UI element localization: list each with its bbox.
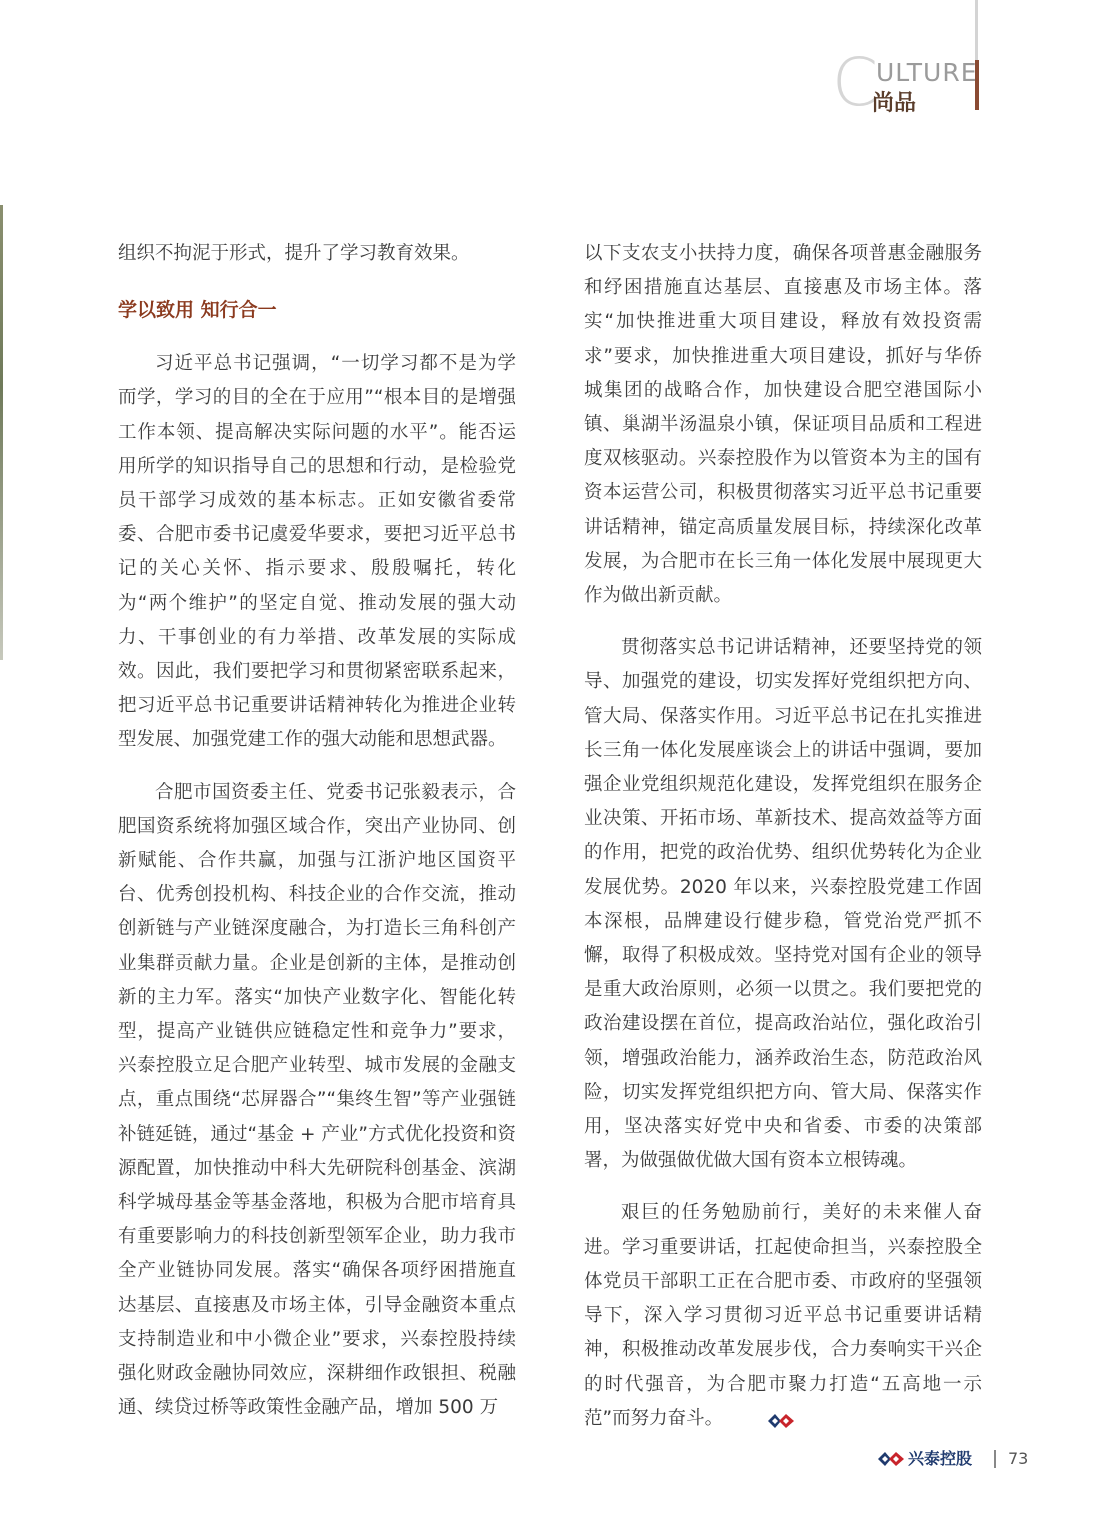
left-column <box>118 237 516 1426</box>
paragraph: 习近平总书记强调，“一切学习都不是为学而学，学习的目的全在于应用”“根本目的是增强工作本领、提高解决实际问题的水平”。能否运用所学的知识指导自己的思想和行动，是检验党员干部学习成效的基本标志。正如安徽省委常委、合肥市委书记虞爱华要求，要把习近平总书记的关心关怀、指示要求、殷殷嘱托，转化为“两个维护”的坚定自觉、推动发展的强大动力、干事创业的有力举措、改革发展的实际成效。因此，我们要把学习和贯彻紧密联系起来，把习近平总书记重要讲话精神转化为推进企业转型发展、加强党建工作的强大动能和思想武器。 <box>118 353 516 751</box>
paragraph: 组织不拘泥于形式，提升了学习教育效果。 <box>118 243 470 264</box>
page-footer <box>876 1446 1076 1476</box>
paragraph: 以下支农支小扶持力度，确保各项普惠金融服务和纾困措施直达基层、直接惠及市场主体。落实“加快推进重大项目建设，释放有效投资需求”要求，加快推进重大项目建设，抓好与华侨城集团的战略合作，加快建设合肥空港国际小镇、巢湖半汤温泉小镇，保证项目品质和工程进度双核驱动。兴泰控股作为以管资本为主的国有资本运营公司，积极贯彻落实习近平总书记重要讲话精神，锚定高质量发展目标，持续深化改革发展，为合肥市在长三角一体化发展中展现更大作为做出新贡献。 <box>584 243 982 607</box>
section-heading: 学以致用 知行合一 <box>118 299 277 322</box>
paragraph: 合肥市国资委主任、党委书记张毅表示，合肥国资系统将加强区域合作，突出产业协同、创新赋能、合作共赢，加强与江浙沪地区国资平台、优秀创投机构、科技企业的合作交流，推动创新链与产业链深度融合，为打造长三角科创产业集群贡献力量。企业是创新的主体，是推动创新的主力军。落实“加快产业数字化、智能化转型，提高产业链供应链稳定性和竞争力”要求，兴泰控股立足合肥产业转型、城市发展的金融支点，重点围绕“芯屏器合”“集终生智”等产业强链补链延链，通过“基金 + 产业”方式优化投资和资源配置，加快推动中科大先研院科创基金、滨湖科学城母基金等基金落地，积极为合肥市培育具有重要影响力的科技创新型领军企业，助力我市全产业链协同发展。落实“确保各项纾困措施直达基层、直接惠及市场主体，引导金融资本重点支持制造业和中小微企业”要求，兴泰控股持续强化财政金融协同效应，深耕细作政银担、税融通、续贷过桥等政策性金融产品，增加 500 万 <box>118 781 516 1419</box>
paragraph: 贯彻落实总书记讲话精神，还要坚持党的领导、加强党的建设，切实发挥好党组织把方向、管大局、保落实作用。习近平总书记在扎实推进长三角一体化发展座谈会上的讲话中强调，要加强企业党组织规范化建设，发挥党组织在服务企业决策、开拓市场、革新技术、提高效益等方面的作用，把党的政治优势、组织优势转化为企业发展优势。2020 年以来，兴泰控股党建工作固本深根，品牌建设行健步稳，管党治党严抓不懈，取得了积极成效。坚持党对国有企业的领导是重大政治原则，必须一以贯之。我们要把党的政治建设摆在首位，提高政治站位，强化政治引领，增强政治能力，涵养政治生态，防范政治风险，切实发挥党组织把方向、管大局、保落实作用，坚决落实好党中央和省委、市委的决策部署，为做强做优做大国有资本立根铸魂。 <box>584 637 982 1172</box>
section-header <box>832 44 978 121</box>
header-word: ULTURE <box>876 58 978 87</box>
page-number: 73 <box>1008 1449 1029 1468</box>
right-column <box>584 237 982 1436</box>
header-section-cn: 尚品 <box>872 91 917 116</box>
company-logo-icon <box>876 1449 906 1469</box>
header-initial: C <box>832 44 879 121</box>
paragraph-closing <box>584 1196 982 1435</box>
footer-separator <box>994 1450 996 1468</box>
company-logo-icon <box>729 1409 759 1429</box>
footer-company-name: 兴泰控股 <box>908 1449 973 1468</box>
left-edge-photo-strip <box>0 205 3 660</box>
paragraph-text: 艰巨的任务勉励前行，美好的未来催人奋进。学习重要讲话，扛起使命担当，兴泰控股全体党员干部职工正在合肥市委、市政府的坚强领导下，深入学习贯彻习近平总书记重要讲话精神，积极推动改革发展步伐，合力奏响实干兴企的时代强音，为合肥市聚力打造“五高地一示范”而努力奋斗。 <box>584 1202 982 1429</box>
